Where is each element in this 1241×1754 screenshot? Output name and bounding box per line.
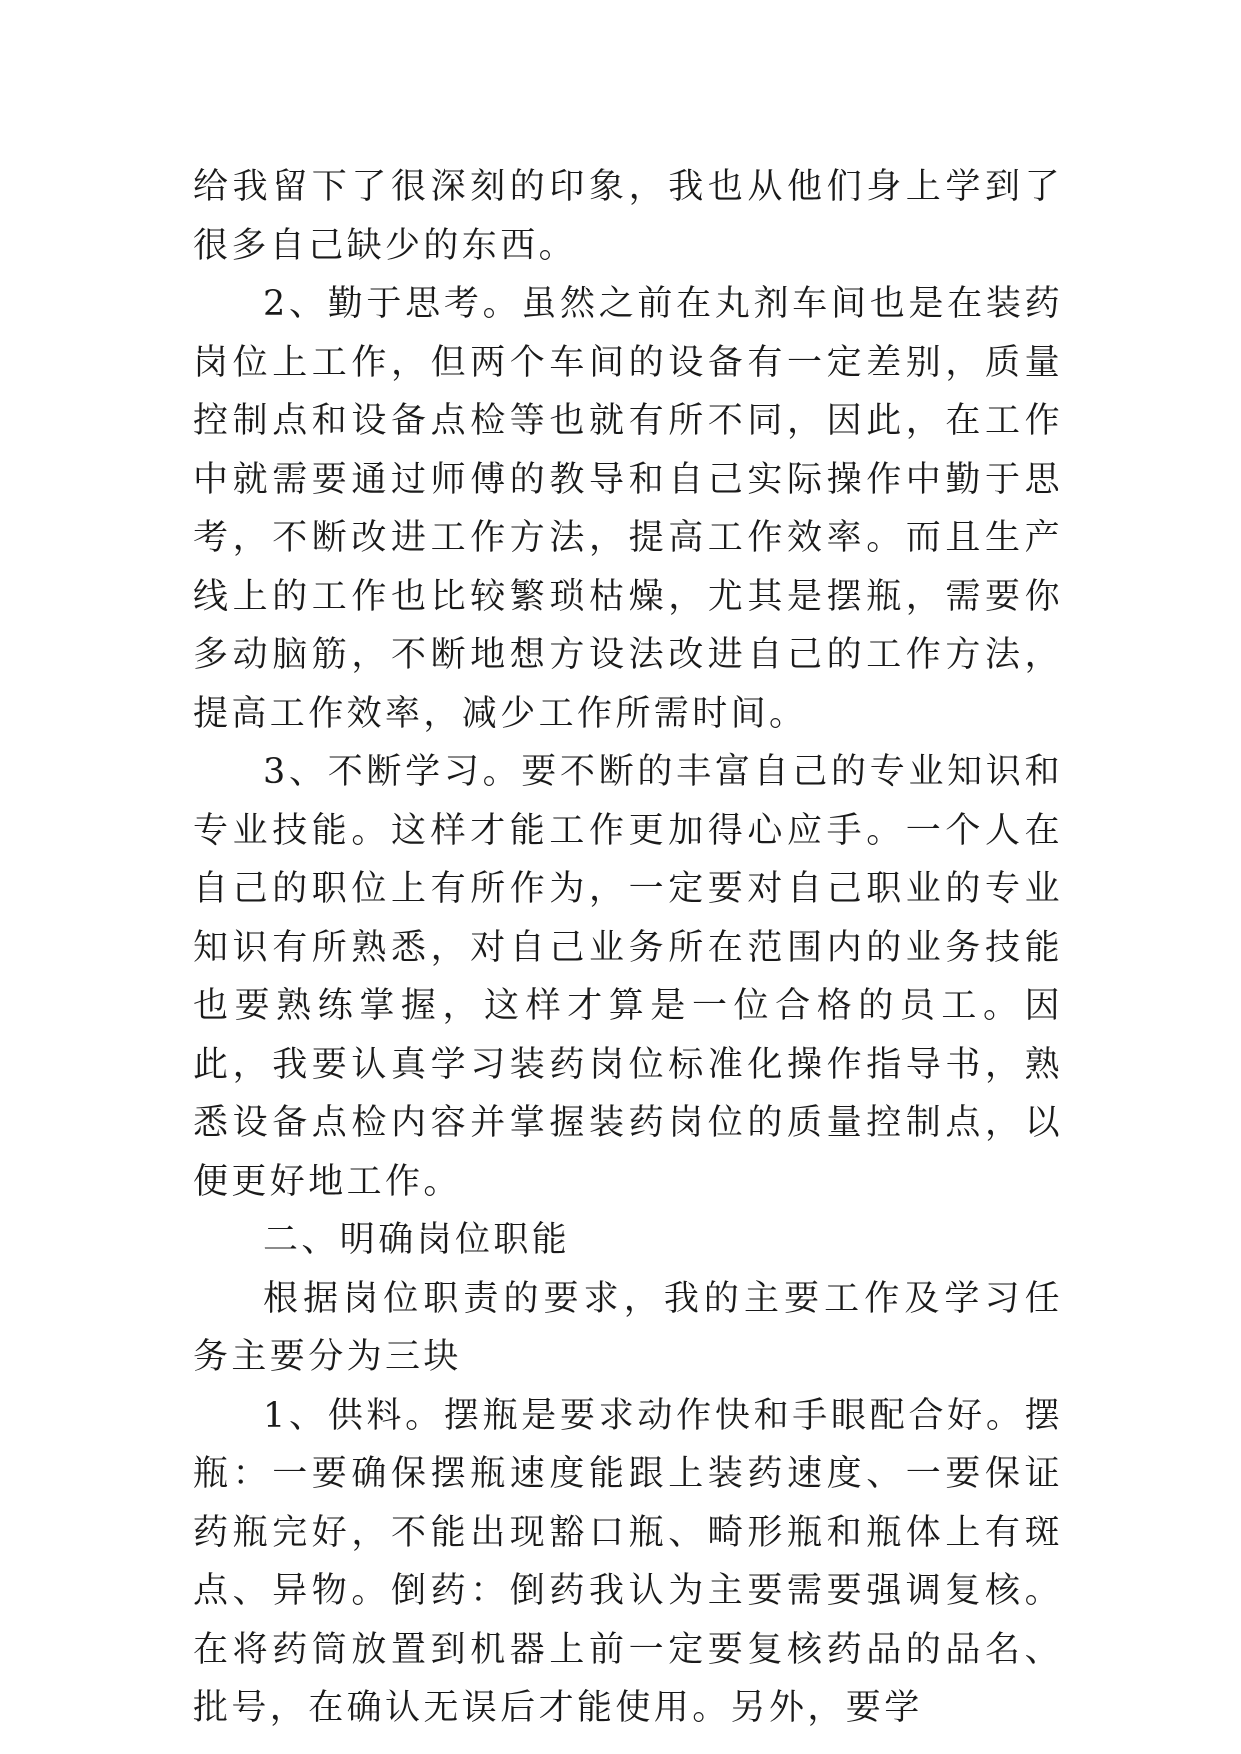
paragraph-think-diligently: 2、勤于思考。虽然之前在丸剂车间也是在装药岗位上工作，但两个车间的设备有一定差别，质量控制点和设备点检等也就有所不同，因此，在工作中就需要通过师傅的教导和自己实际操作中勤于思考，不断改进工作方法，提高工作效率。而且生产线上的工作也比较繁琐枯燥，尤其是摆瓶，需要你多动脑筋，不断地想方设法改进自己的工作方法，提高工作效率，减少工作所需时间。 [193,284,1063,734]
paragraph-job-duties-intro: 根据岗位职责的要求，我的主要工作及学习任务主要分为三块 [193,1278,1063,1377]
section-heading-job-functions: 二、明确岗位职能 [263,1220,571,1260]
paragraph-continuation: 给我留下了很深刻的印象，我也从他们身上学到了很多自己缺少的东西。 [193,167,1063,266]
paragraph-keep-learning: 3、不断学习。要不断的丰富自己的专业知识和专业技能。这样才能工作更加得心应手。一个人在自己的职位上有所作为，一定要对自己职业的专业知识有所熟悉，对自己业务所在范围内的业务技能也要熟练掌握，这样才算是一位合格的员工。因此，我要认真学习装药岗位标准化操作指导书，熟悉设备点检内容并掌握装药岗位的质量控制点，以便更好地工作。 [193,752,1063,1202]
body-text [193,158,1063,1738]
paragraph-material-supply: 1、供料。摆瓶是要求动作快和手眼配合好。摆瓶：一要确保摆瓶速度能跟上装药速度、一要保证药瓶完好，不能出现豁口瓶、畸形瓶和瓶体上有斑点、异物。倒药：倒药我认为主要需要强调复核。在将药筒放置到机器上前一定要复核药品的品名、批号，在确认无误后才能使用。另外，要学 [193,1395,1063,1728]
